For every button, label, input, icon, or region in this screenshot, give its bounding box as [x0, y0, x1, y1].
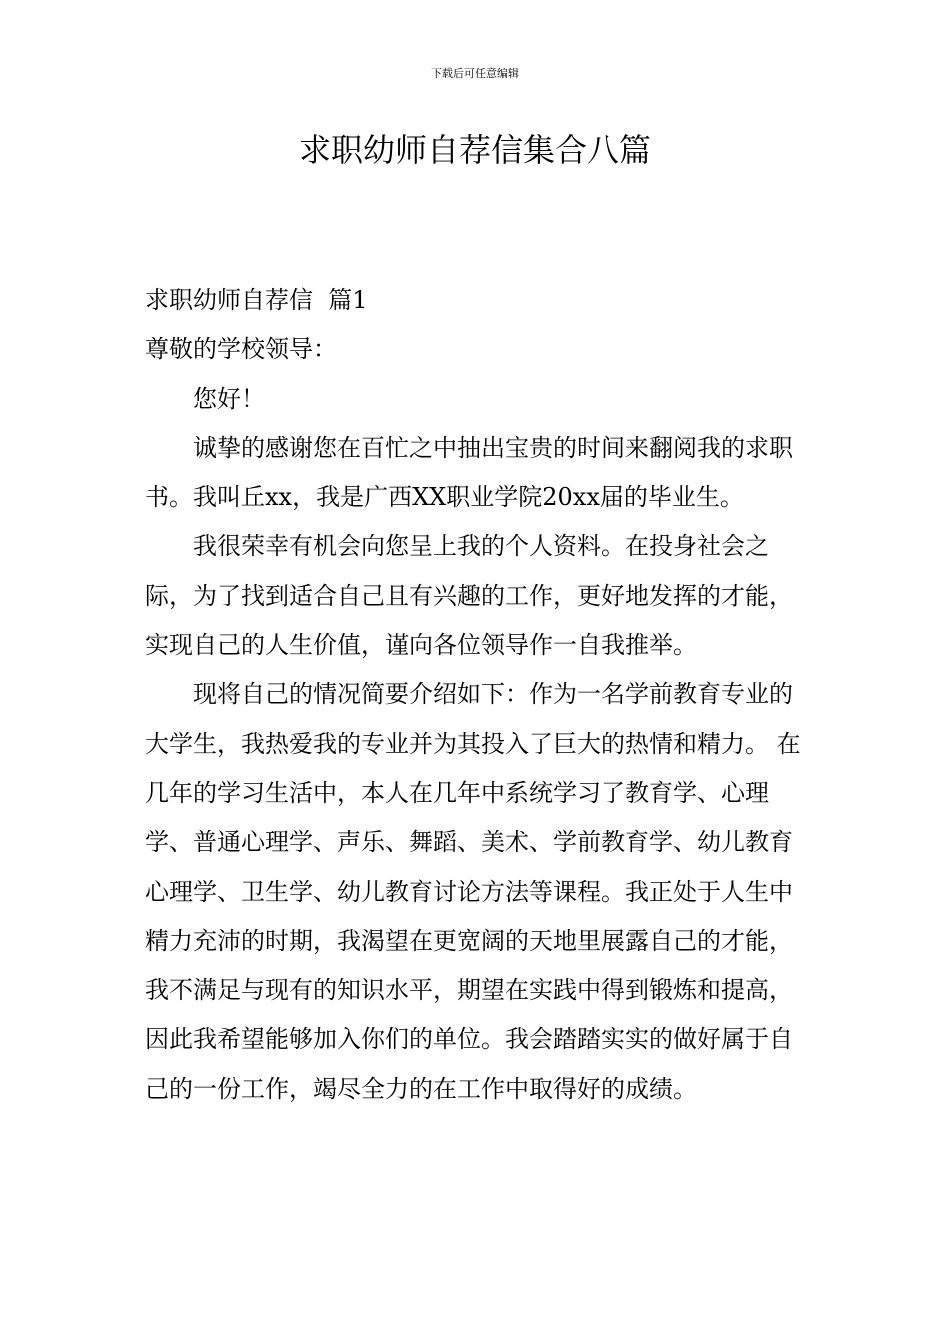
paragraph-1: 诚挚的感谢您在百忙之中抽出宝贵的时间来翻阅我的求职书。我叫丘xx，我是广西XX职业学院20xx届的毕业生。 [145, 433, 793, 512]
document-title: 求职幼师自荐信集合八篇 [298, 131, 651, 169]
salutation: 尊敬的学校领导： [145, 335, 337, 364]
header-note: 下载后可任意编辑 [431, 67, 519, 80]
paragraph-2: 我很荣幸有机会向您呈上我的个人资料。在投身社会之际，为了找到适合自己且有兴趣的工作，更好地发挥的才能，实现自己的人生价值，谨向各位领导作一自我推举。 [145, 532, 793, 660]
greeting: 您好！ [193, 384, 265, 413]
document-body [145, 276, 810, 1114]
paragraph-3: 现将自己的情况简要介绍如下：作为一名学前教育专业的大学生，我热爱我的专业并为其投入了巨大的热情和精力。 在几年的学习生活中，本人在几年中系统学习了教育学、心理学、普通心理学、声乐、舞蹈、美术、学前教育学、幼儿教育心理学、卫生学、幼儿教育讨论方法等课程。我正处于人生中精力充沛的时期，我渴望在更宽阔的天地里展露自己的才能，我不满足与现有的知识水平，期望在实践中得到锻炼和提高，因此我希望能够加入你们的单位。我会踏踏实实的做好属于自己的一份工作，竭尽全力的在工作中取得好的成绩。 [145, 680, 801, 1103]
section-heading: 求职幼师自荐信 篇1 [145, 286, 368, 314]
